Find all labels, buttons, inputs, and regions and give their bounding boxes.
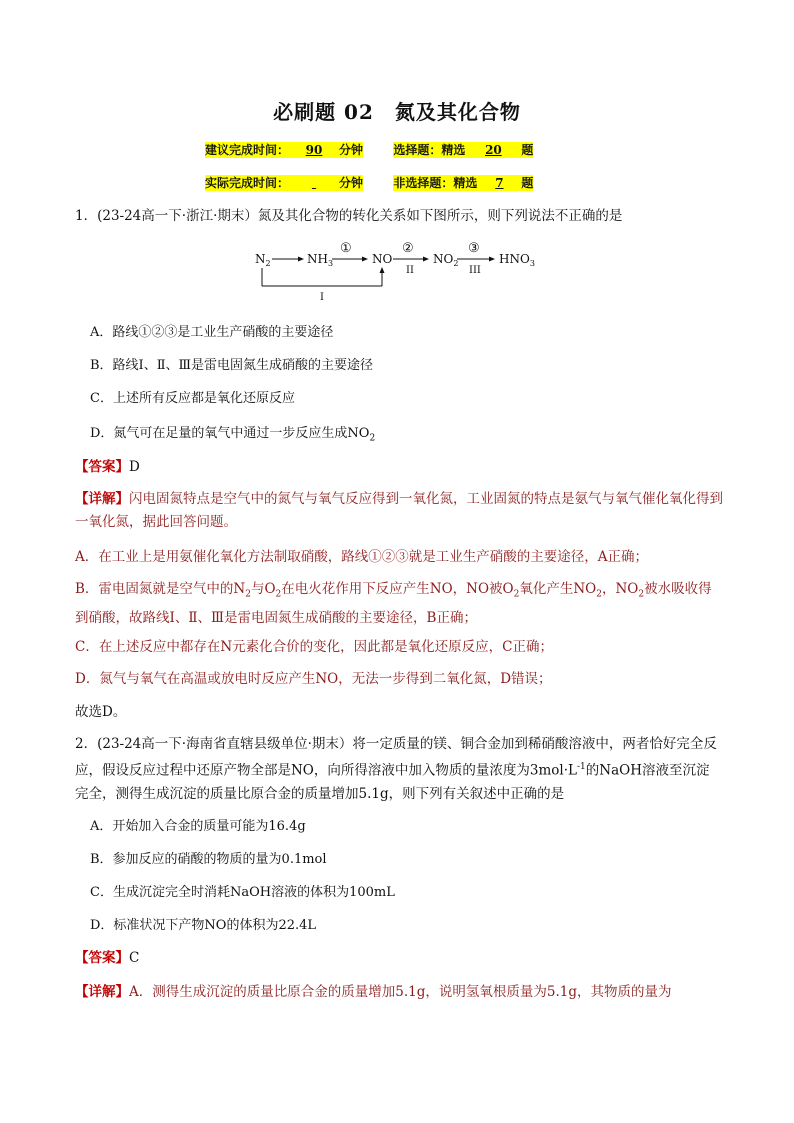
hno3-label: $HNO_3$	[499, 252, 535, 268]
nonchoice-count-value: 7	[477, 175, 521, 191]
q2-option-a: A．开始加入合金的质量可能为16.4g	[90, 819, 306, 834]
step-1-label: ①	[340, 241, 352, 256]
route-3-label: III	[469, 265, 481, 276]
q2-option-c: C．生成沉淀完全时消耗NaOH溶液的体积为100mL	[90, 885, 395, 900]
suggested-time-value: 90	[289, 142, 339, 158]
nonchoice-count-label: 非选择题：精选	[393, 176, 478, 190]
n2-label: $N_2$	[255, 252, 271, 268]
route-1-label: I	[320, 292, 324, 303]
nitrogen-conversion-diagram	[250, 240, 550, 306]
q1-detail-intro: 【详解】闪电固氮特点是空气中的氮气与氧气反应得到一氧化氮，工业固氮的特点是氨气与氧气催化氧化得到一氧化氮，据此回答问题。	[75, 491, 723, 530]
q1-option-d: D．氮气可在足量的氧气中通过一步反应生成$NO_2$	[90, 426, 376, 444]
q1-option-c: C．上述所有反应都是氧化还原反应	[90, 391, 295, 406]
q2-detail-a: 【详解】A．测得生成沉淀的质量比原合金的质量增加5.1g，说明氢氧根质量为5.1g，其物质的量为	[75, 984, 672, 1000]
q1-answer: 【答案】D	[75, 459, 140, 475]
step-3-label: ③	[468, 241, 480, 256]
choice-count-value: 20	[465, 142, 521, 158]
q2-option-d: D．标准状况下产物NO的体积为22.4L	[90, 918, 317, 933]
q1-detail-b: B．雷电固氮就是空气中的$N_2$与$O_2$在电火花作用下反应产生NO，NO被$O_2$氧化产生$NO_2$，$NO_2$被水吸收得到硝酸，故路线Ⅰ、Ⅱ、Ⅲ是雷电固氮生成硝酸的主要途径，B正确；	[75, 581, 712, 626]
q1-option-a: A．路线①②③是工业生产硝酸的主要途径	[90, 325, 334, 340]
route-2-label: II	[406, 265, 414, 276]
choice-count-label: 选择题：精选	[393, 143, 466, 157]
q2-option-b: B．参加反应的硝酸的物质的量为0.1mol	[90, 852, 327, 867]
choice-count-unit: 题	[521, 143, 534, 157]
meta-row-2	[205, 174, 533, 191]
q1-detail-c: C．在上述反应中都存在N元素化合价的变化，因此都是氧化还原反应，C正确；	[75, 639, 553, 655]
actual-time-blank	[289, 175, 339, 191]
actual-time-label: 实际完成时间：	[205, 176, 290, 190]
no-label: NO	[372, 252, 393, 266]
question-2-stem: 2．(23-24高一下·海南省直辖县级单位·期末）将一定质量的镁、铜合金加到稀硝酸溶液中，两者恰好完全反应，假设反应过程中还原产物全部是NO，向所得溶液中加入物质的量浓度为$3mol\cdot L^{-1}$的NaOH溶液至沉淀完全，测得生成沉淀的质量比原合金的质量增加5.1g，则下列有关叙述中正确的是	[75, 736, 717, 802]
meta-row-1	[205, 141, 533, 158]
q1-detail-d: D．氮气与氧气在高温或放电时反应产生NO，无法一步得到二氧化氮，D错误；	[75, 671, 552, 687]
question-1-stem: 1．(23-24高一下·浙江·期末）氮及其化合物的转化关系如下图所示，则下列说法不正确的是	[75, 208, 623, 224]
q1-detail-a: A．在工业上是用氨催化氧化方法制取硝酸，路线①②③就是工业生产硝酸的主要途径，A正确；	[75, 549, 648, 565]
suggested-time-label: 建议完成时间：	[205, 143, 290, 157]
no2-label: $NO_2$	[433, 252, 459, 268]
page-title: 必刷题 02 氮及其化合物	[273, 100, 521, 124]
actual-time-unit: 分钟	[339, 176, 364, 190]
q1-option-b: B．路线Ⅰ、Ⅱ、Ⅲ是雷电固氮生成硝酸的主要途径	[90, 358, 374, 373]
nh3-label: $NH_3$	[307, 252, 334, 268]
q1-conclusion: 故选D。	[75, 704, 127, 720]
q2-answer: 【答案】C	[75, 950, 140, 966]
suggested-time-unit: 分钟	[339, 143, 364, 157]
nonchoice-count-unit: 题	[521, 176, 534, 190]
step-2-label: ②	[402, 241, 414, 256]
